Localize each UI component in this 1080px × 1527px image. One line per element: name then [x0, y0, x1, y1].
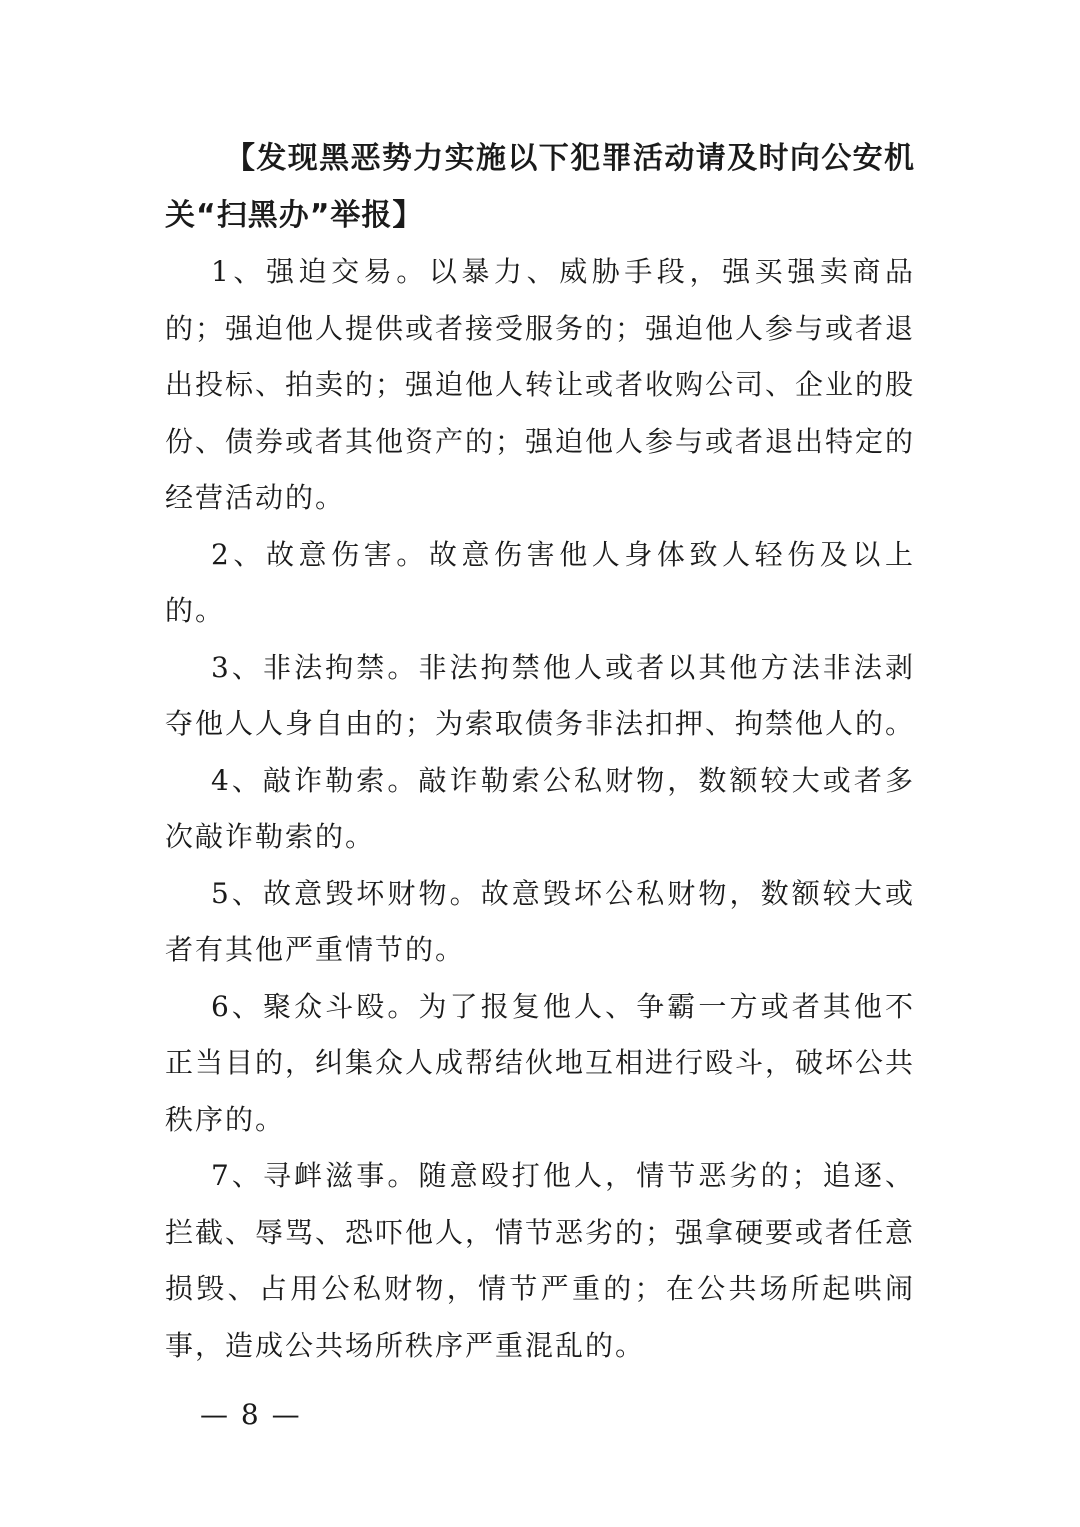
list-item: 3、非法拘禁。非法拘禁他人或者以其他方法非法剥夺他人人身自由的；为索取债务非法扣押、拘禁他人的。 — [165, 650, 916, 740]
document-heading: 【发现黑恶势力实施以下犯罪活动请及时向公安机关“扫黑办”举报】 — [165, 141, 915, 233]
page-number: — 8 — — [200, 1398, 302, 1431]
list-item: 5、故意毁坏财物。故意毁坏公私财物，数额较大或者有其他严重情节的。 — [165, 876, 915, 966]
list-item: 1、强迫交易。以暴力、威胁手段，强买强卖商品的；强迫他人提供或者接受服务的；强迫他人参与或者退出投标、拍卖的；强迫他人转让或者收购公司、企业的股份、债券或者其他资产的；强迫他人参与或者退出特定的经营活动的。 — [165, 255, 916, 514]
list-item: 7、寻衅滋事。随意殴打他人，情节恶劣的；追逐、拦截、辱骂、恐吓他人，情节恶劣的；强拿硬要或者任意损毁、占用公私财物，情节严重的；在公共场所起哄闹事，造成公共场所秩序严重混乱的。 — [165, 1159, 916, 1362]
list-item: 4、敲诈勒索。敲诈勒索公私财物，数额较大或者多次敲诈勒索的。 — [165, 763, 915, 853]
document-body — [165, 130, 915, 1374]
list-item: 6、聚众斗殴。为了报复他人、争霸一方或者其他不正当目的，纠集众人成帮结伙地互相进行殴斗，破坏公共秩序的。 — [165, 989, 916, 1136]
list-item: 2、故意伤害。故意伤害他人身体致人轻伤及以上的。 — [165, 537, 915, 627]
